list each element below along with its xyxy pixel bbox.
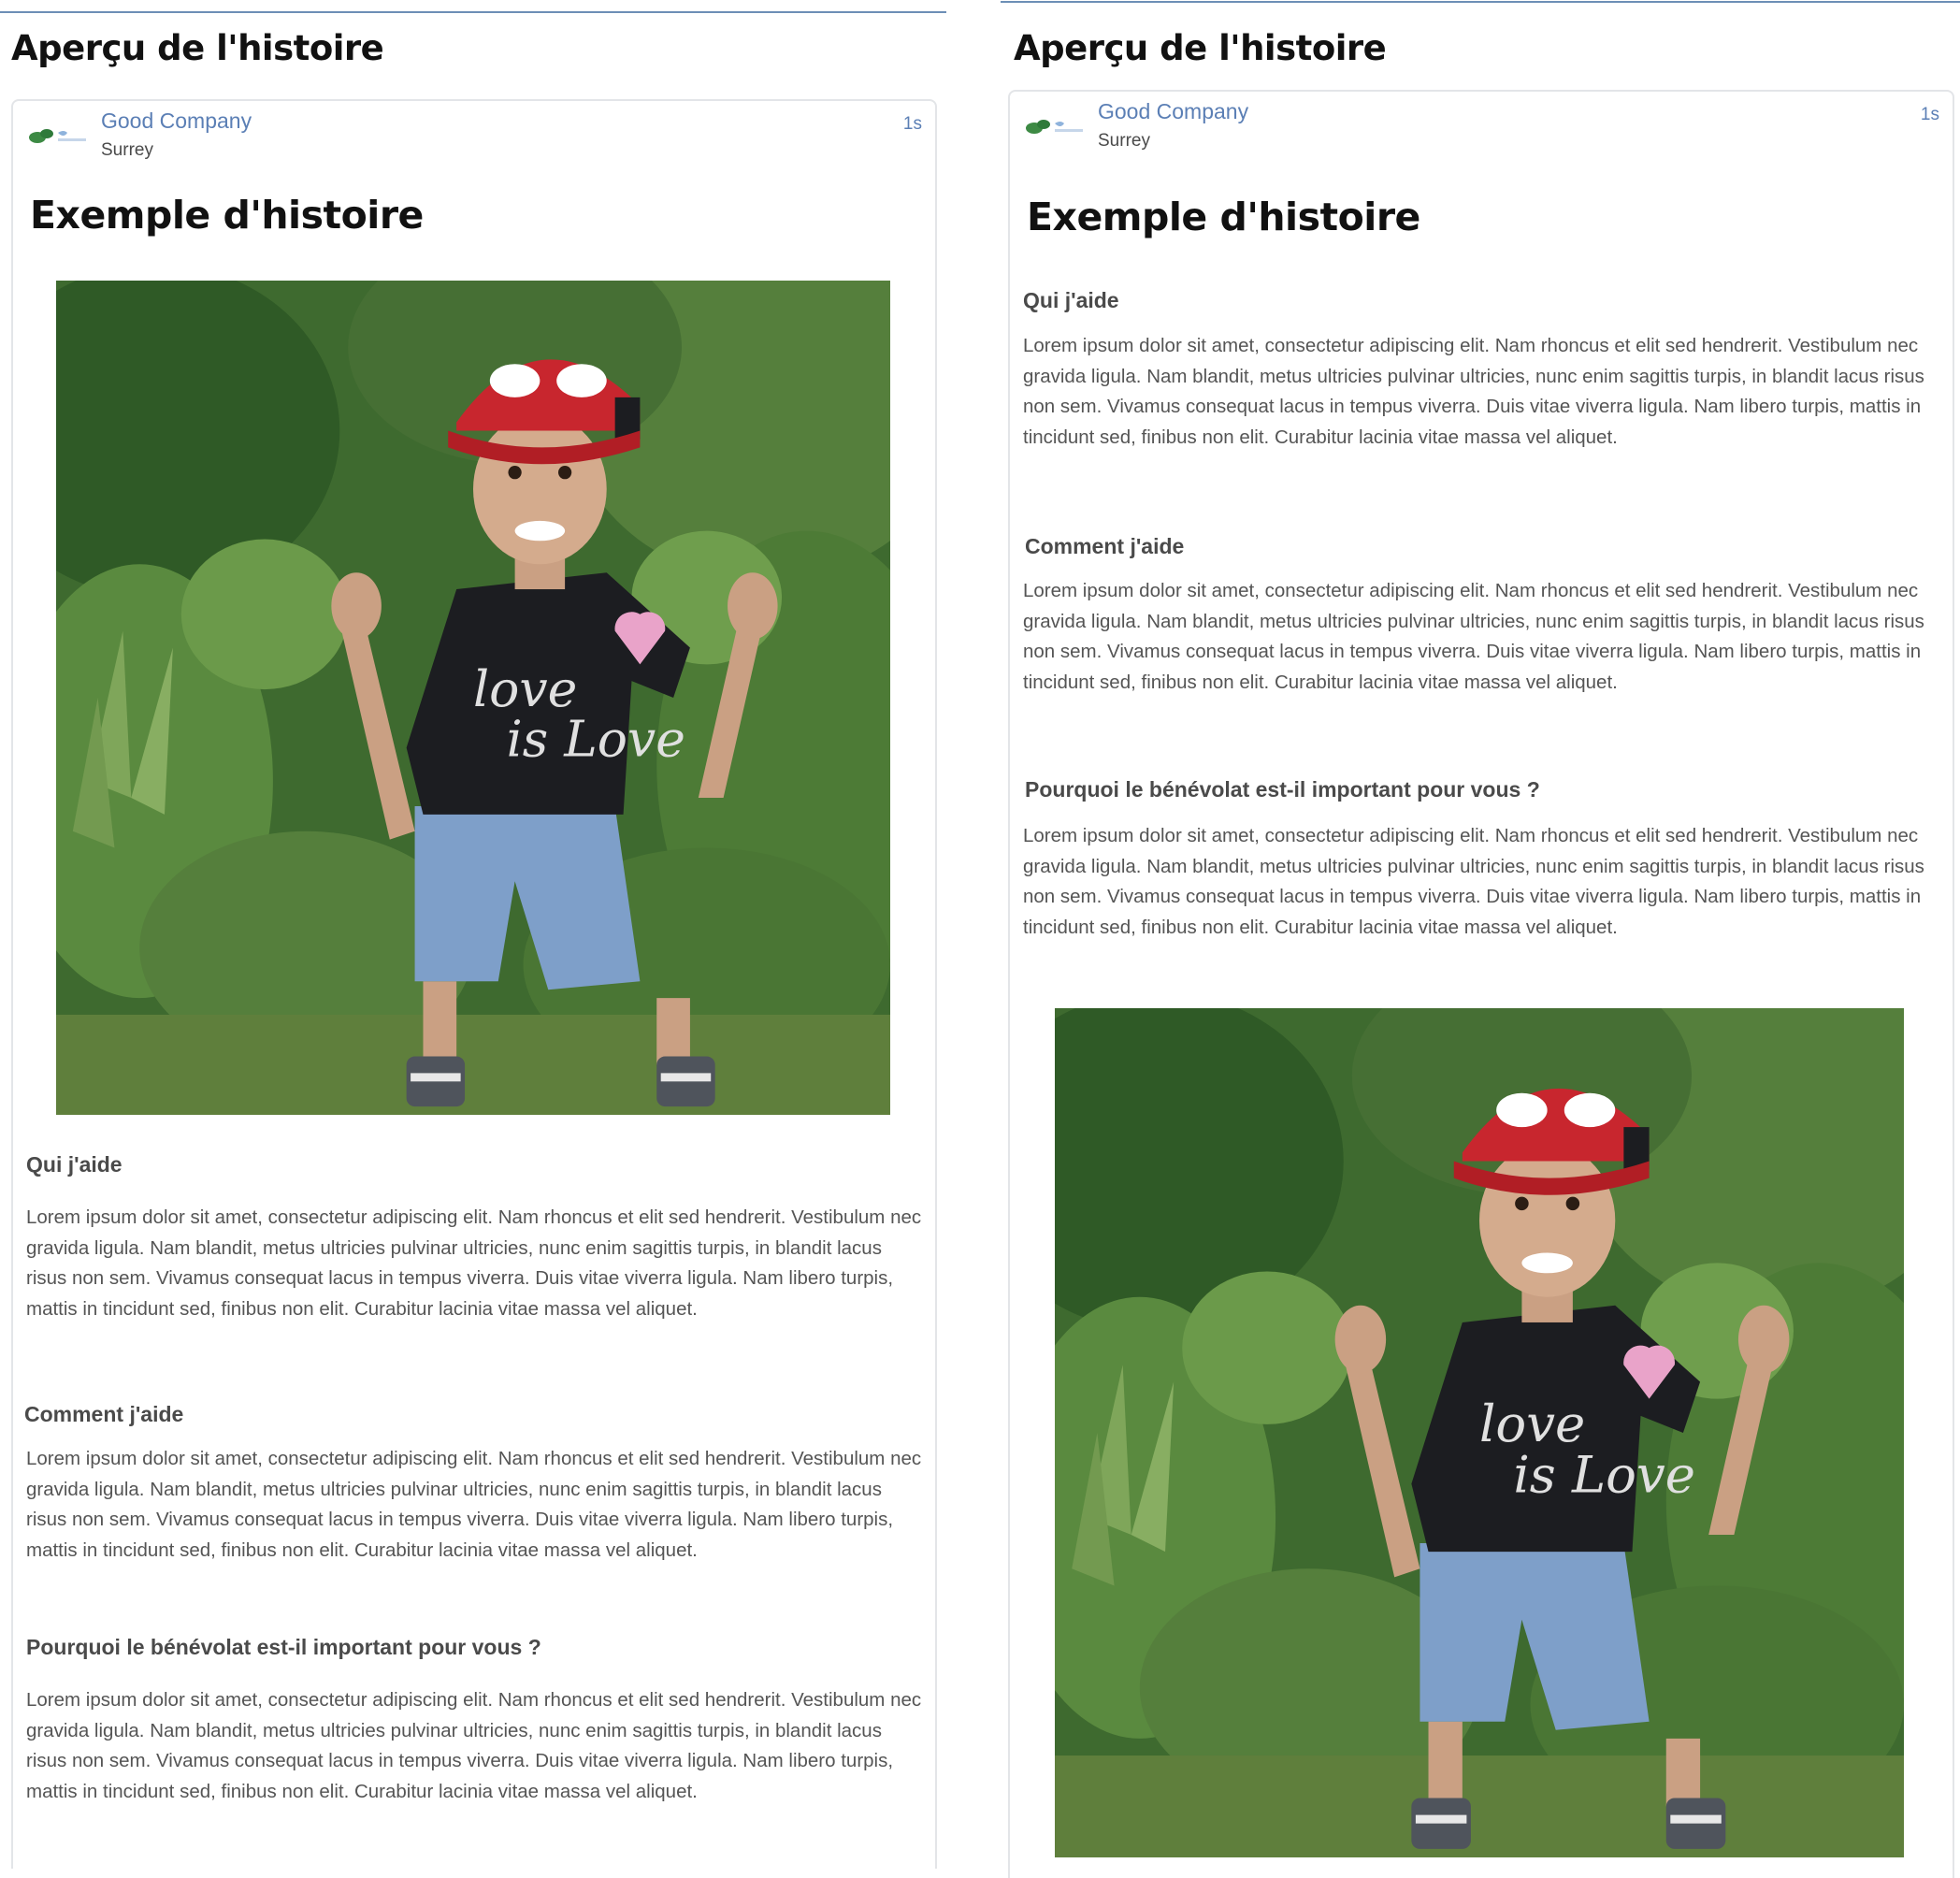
post-header — [13, 101, 935, 168]
top-divider — [0, 11, 946, 13]
section-body-why: Lorem ipsum dolor sit amet, consectetur adipiscing elit. Nam rhoncus et elit sed hendrerit. Vestibulum nec gravida ligula. Nam blandit, metus ultricies pulvinar ultricies, nunc enim sagittis turpis, in blandit lacus risus non sem. Vivamus consequat lacus in tempus viverra. Duis vitae viverra ligula. Nam libero turpis, mattis in tincidunt sed, finibus non elit. Curabitur lacinia vitae massa vel aliquet. — [26, 1689, 922, 1802]
story-card — [1008, 90, 1954, 1878]
post-timestamp: 1s — [1920, 105, 1939, 124]
section-heading-why: Pourquoi le bénévolat est-il important pour vous ? — [1025, 777, 1540, 802]
top-divider — [1001, 1, 1960, 3]
preview-title: Aperçu de l'histoire — [1014, 28, 1387, 68]
section-heading-who: Qui j'aide — [1023, 288, 1119, 312]
preview-panel-photo-first — [0, 0, 946, 1878]
svg-text:is Love: is Love — [1513, 1444, 1695, 1505]
company-logo-icon — [26, 122, 92, 150]
section-body-who: Lorem ipsum dolor sit amet, consectetur adipiscing elit. Nam rhoncus et elit sed hendrerit. Vestibulum nec gravida ligula. Nam blandit, metus ultricies pulvinar ultricies, nunc enim sagittis turpis, in blandit lacus risus non sem. Vivamus consequat lacus in tempus viverra. Duis vitae viverra ligula. Nam libero turpis, mattis in tincidunt sed, finibus non elit. Curabitur lacinia vitae massa vel aliquet. — [26, 1206, 922, 1320]
company-name-link[interactable]: Good Company — [101, 108, 252, 133]
story-title: Exemple d'histoire — [30, 193, 424, 238]
post-timestamp: 1s — [902, 114, 922, 134]
company-logo-icon — [1023, 112, 1088, 140]
story-title: Exemple d'histoire — [1027, 195, 1420, 239]
post-header — [1010, 92, 1953, 159]
company-location: Surrey — [101, 140, 153, 160]
svg-text:is Love: is Love — [506, 709, 685, 769]
section-heading-how: Comment j'aide — [1025, 534, 1185, 558]
company-location: Surrey — [1098, 131, 1150, 151]
company-name-link[interactable]: Good Company — [1098, 99, 1249, 123]
preview-panel-text-first — [1001, 0, 1960, 1878]
preview-title: Aperçu de l'histoire — [11, 28, 384, 68]
section-body-how: Lorem ipsum dolor sit amet, consectetur adipiscing elit. Nam rhoncus et elit sed hendrerit. Vestibulum nec gravida ligula. Nam blandit, metus ultricies pulvinar ultricies, nunc enim sagittis turpis, in blandit lacus risus non sem. Vivamus consequat lacus in tempus viverra. Duis vitae viverra ligula. Nam libero turpis, mattis in tincidunt sed, finibus non elit. Curabitur lacinia vitae massa vel aliquet. — [26, 1448, 922, 1561]
section-heading-why: Pourquoi le bénévolat est-il important pour vous ? — [26, 1635, 541, 1659]
story-photo — [1055, 1008, 1904, 1857]
svg-text:love: love — [1479, 1394, 1586, 1454]
svg-text:love: love — [473, 658, 578, 718]
section-heading-how: Comment j'aide — [24, 1402, 184, 1426]
section-heading-who: Qui j'aide — [26, 1152, 122, 1177]
section-body-why: Lorem ipsum dolor sit amet, consectetur adipiscing elit. Nam rhoncus et elit sed hendrerit. Vestibulum nec gravida ligula. Nam blandit, metus ultricies pulvinar ultricies, nunc enim sagittis turpis, in blandit lacus risus non sem. Vivamus consequat lacus in tempus viverra. Duis vitae viverra ligula. Nam libero turpis, mattis in tincidunt sed, finibus non elit. Curabitur lacinia vitae massa vel aliquet. — [1023, 825, 1924, 938]
section-body-how: Lorem ipsum dolor sit amet, consectetur adipiscing elit. Nam rhoncus et elit sed hendrerit. Vestibulum nec gravida ligula. Nam blandit, metus ultricies pulvinar ultricies, nunc enim sagittis turpis, in blandit lacus risus non sem. Vivamus consequat lacus in tempus viverra. Duis vitae viverra ligula. Nam libero turpis, mattis in tincidunt sed, finibus non elit. Curabitur lacinia vitae massa vel aliquet. — [1023, 580, 1924, 693]
section-body-who: Lorem ipsum dolor sit amet, consectetur adipiscing elit. Nam rhoncus et elit sed hendrerit. Vestibulum nec gravida ligula. Nam blandit, metus ultricies pulvinar ultricies, nunc enim sagittis turpis, in blandit lacus risus non sem. Vivamus consequat lacus in tempus viverra. Duis vitae viverra ligula. Nam libero turpis, mattis in tincidunt sed, finibus non elit. Curabitur lacinia vitae massa vel aliquet. — [1023, 335, 1924, 448]
story-photo — [56, 281, 890, 1115]
story-card — [11, 99, 937, 1869]
